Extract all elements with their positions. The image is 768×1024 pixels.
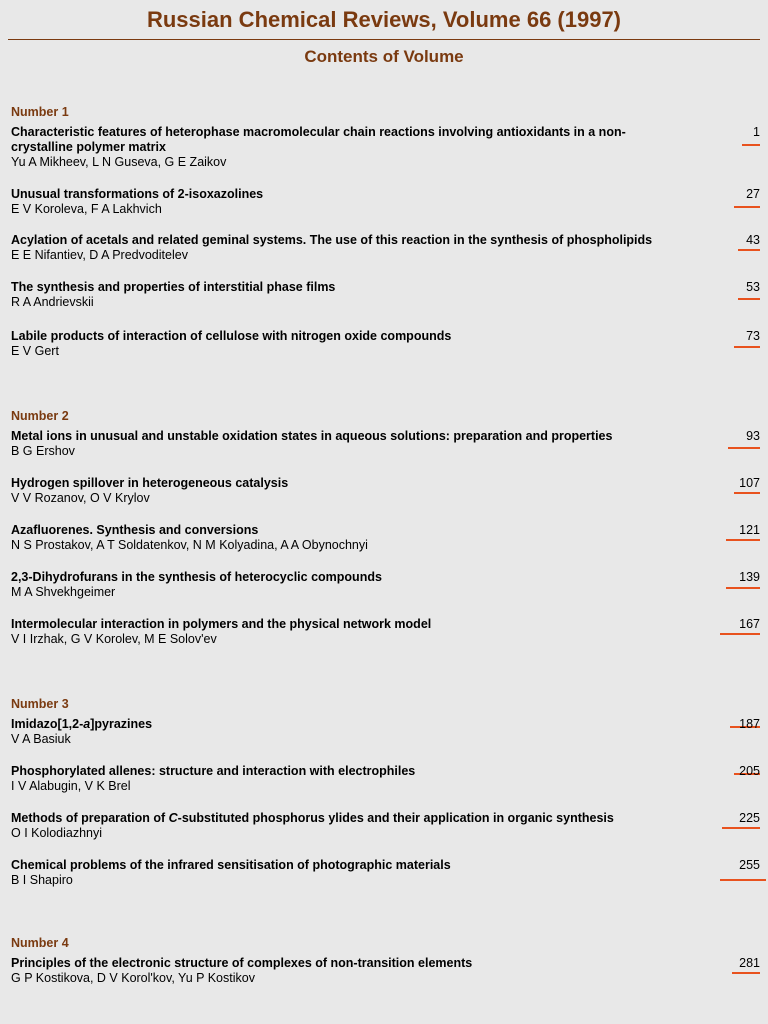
article-authors: V V Rozanov, O V Krylov — [11, 491, 150, 505]
page-number: 167 — [739, 617, 760, 631]
page-number: 1 — [753, 125, 760, 139]
article-title[interactable]: Unusual transformations of 2-isoxazolines — [11, 187, 264, 201]
article-authors: R A Andrievskii — [11, 295, 94, 309]
page-number: 27 — [746, 187, 760, 201]
page-link[interactable] — [720, 617, 760, 635]
page-number: 187 — [739, 717, 760, 731]
article-title[interactable]: Azafluorenes. Synthesis and conversions — [11, 523, 259, 537]
article-title[interactable]: The synthesis and properties of interstitial phase films — [11, 280, 336, 294]
page-link[interactable] — [720, 764, 760, 778]
issue-section-1 — [11, 105, 768, 376]
page-underline — [732, 972, 760, 974]
article-title[interactable]: Hydrogen spillover in heterogeneous catalysis — [11, 476, 289, 490]
toc-entry — [11, 233, 768, 262]
header-divider — [8, 39, 760, 40]
page-link[interactable] — [720, 811, 760, 829]
toc-entry — [11, 811, 768, 840]
page-link[interactable] — [720, 570, 760, 589]
toc-entry — [11, 187, 768, 216]
page-underline — [726, 539, 760, 541]
page-link[interactable] — [720, 523, 760, 541]
article-authors: E V Gert — [11, 344, 59, 358]
journal-title: Russian Chemical Reviews, Volume 66 (1997) — [146, 7, 622, 32]
article-authors: B I Shapiro — [11, 873, 73, 887]
issue-section-2 — [11, 409, 768, 664]
page-underline — [728, 447, 760, 449]
page-link[interactable] — [720, 233, 760, 251]
page-underline — [738, 298, 760, 300]
article-authors: M A Shvekhgeimer — [11, 585, 116, 599]
article-authors: V I Irzhak, G V Korolev, M E Solov'ev — [11, 632, 217, 646]
article-authors: Yu A Mikheev, L N Guseva, G E Zaikov — [11, 155, 227, 169]
page-number: 93 — [746, 429, 760, 443]
article-authors: B G Ershov — [11, 444, 75, 458]
article-title[interactable]: Phosphorylated allenes: structure and interaction with electrophiles — [11, 764, 416, 778]
article-title[interactable]: Acylation of acetals and related geminal systems. The use of this reaction in the synthesis of phospholipids — [11, 233, 653, 247]
toc-entry — [11, 429, 768, 458]
toc-entry — [11, 570, 768, 599]
page-number: 43 — [746, 233, 760, 247]
page-link[interactable] — [720, 125, 760, 146]
issue-label: Number 1 — [11, 105, 69, 119]
toc-entry — [11, 617, 768, 646]
article-authors: V A Basiuk — [11, 732, 71, 746]
article-title[interactable]: Intermolecular interaction in polymers and the physical network model — [11, 617, 432, 631]
toc-entry — [11, 717, 768, 746]
article-authors: E V Koroleva, F A Lakhvich — [11, 202, 162, 216]
toc-entry — [11, 523, 768, 552]
article-title[interactable]: Labile products of interaction of cellulose with nitrogen oxide compounds — [11, 329, 452, 343]
page-link[interactable] — [720, 329, 760, 348]
contents-title: Contents of Volume — [304, 47, 464, 66]
article-authors: E E Nifantiev, D A Predvoditelev — [11, 248, 188, 262]
page-header — [0, 0, 768, 68]
page-link[interactable] — [720, 476, 760, 494]
page-underline — [726, 587, 760, 589]
page-number: 205 — [739, 764, 760, 778]
issue-section-4 — [11, 936, 768, 1003]
page-link[interactable] — [720, 429, 760, 449]
toc-entry — [11, 764, 768, 793]
page-link[interactable] — [720, 280, 760, 300]
page-number: 255 — [739, 858, 760, 872]
article-authors: G P Kostikova, D V Korol'kov, Yu P Kostikov — [11, 971, 255, 985]
issue-section-3 — [11, 697, 768, 905]
page-underline — [720, 633, 760, 635]
article-title[interactable]: 2,3-Dihydrofurans in the synthesis of heterocyclic compounds — [11, 570, 382, 584]
page-number: 139 — [739, 570, 760, 584]
toc-entry — [11, 280, 768, 309]
issue-label: Number 4 — [11, 936, 69, 950]
page-number: 73 — [746, 329, 760, 343]
page-number: 225 — [739, 811, 760, 825]
toc-entry — [11, 125, 768, 169]
article-title[interactable]: Principles of the electronic structure of complexes of non-transition elements — [11, 956, 473, 970]
page-link[interactable] — [720, 187, 760, 208]
article-title[interactable]: Imidazo[1,2-a]pyrazines — [11, 717, 153, 731]
page-number: 121 — [739, 523, 760, 537]
toc-entry — [11, 858, 768, 887]
page-link[interactable] — [720, 956, 760, 974]
page-number: 281 — [739, 956, 760, 970]
page-underline — [734, 346, 760, 348]
page-underline — [738, 249, 760, 251]
page-underline — [722, 827, 760, 829]
article-authors: I V Alabugin, V K Brel — [11, 779, 131, 793]
article-title[interactable]: Chemical problems of the infrared sensitisation of photographic materials — [11, 858, 451, 872]
article-title[interactable]: Characteristic features of heterophase macromolecular chain reactions involving antioxidants in a non-crystalline polymer matrix — [11, 125, 626, 154]
issue-label: Number 3 — [11, 697, 69, 711]
page-underline — [742, 144, 760, 146]
article-authors: O I Kolodiazhnyi — [11, 826, 103, 840]
page-link[interactable] — [720, 858, 760, 881]
article-title[interactable]: Methods of preparation of C-substituted phosphorus ylides and their application in organic synthesis — [11, 811, 614, 825]
toc-entry — [11, 956, 768, 985]
page-underline — [720, 879, 766, 881]
article-title[interactable]: Metal ions in unusual and unstable oxidation states in aqueous solutions: preparation and properties — [11, 429, 613, 443]
page-number: 53 — [746, 280, 760, 294]
page-link[interactable] — [720, 717, 760, 731]
issue-label: Number 2 — [11, 409, 69, 423]
article-authors: N S Prostakov, A T Soldatenkov, N M Kolyadina, A A Obynochnyi — [11, 538, 368, 552]
page-number: 107 — [739, 476, 760, 490]
page-underline — [734, 206, 760, 208]
toc-entry — [11, 476, 768, 505]
toc-entry — [11, 329, 768, 358]
page-underline — [734, 492, 760, 494]
